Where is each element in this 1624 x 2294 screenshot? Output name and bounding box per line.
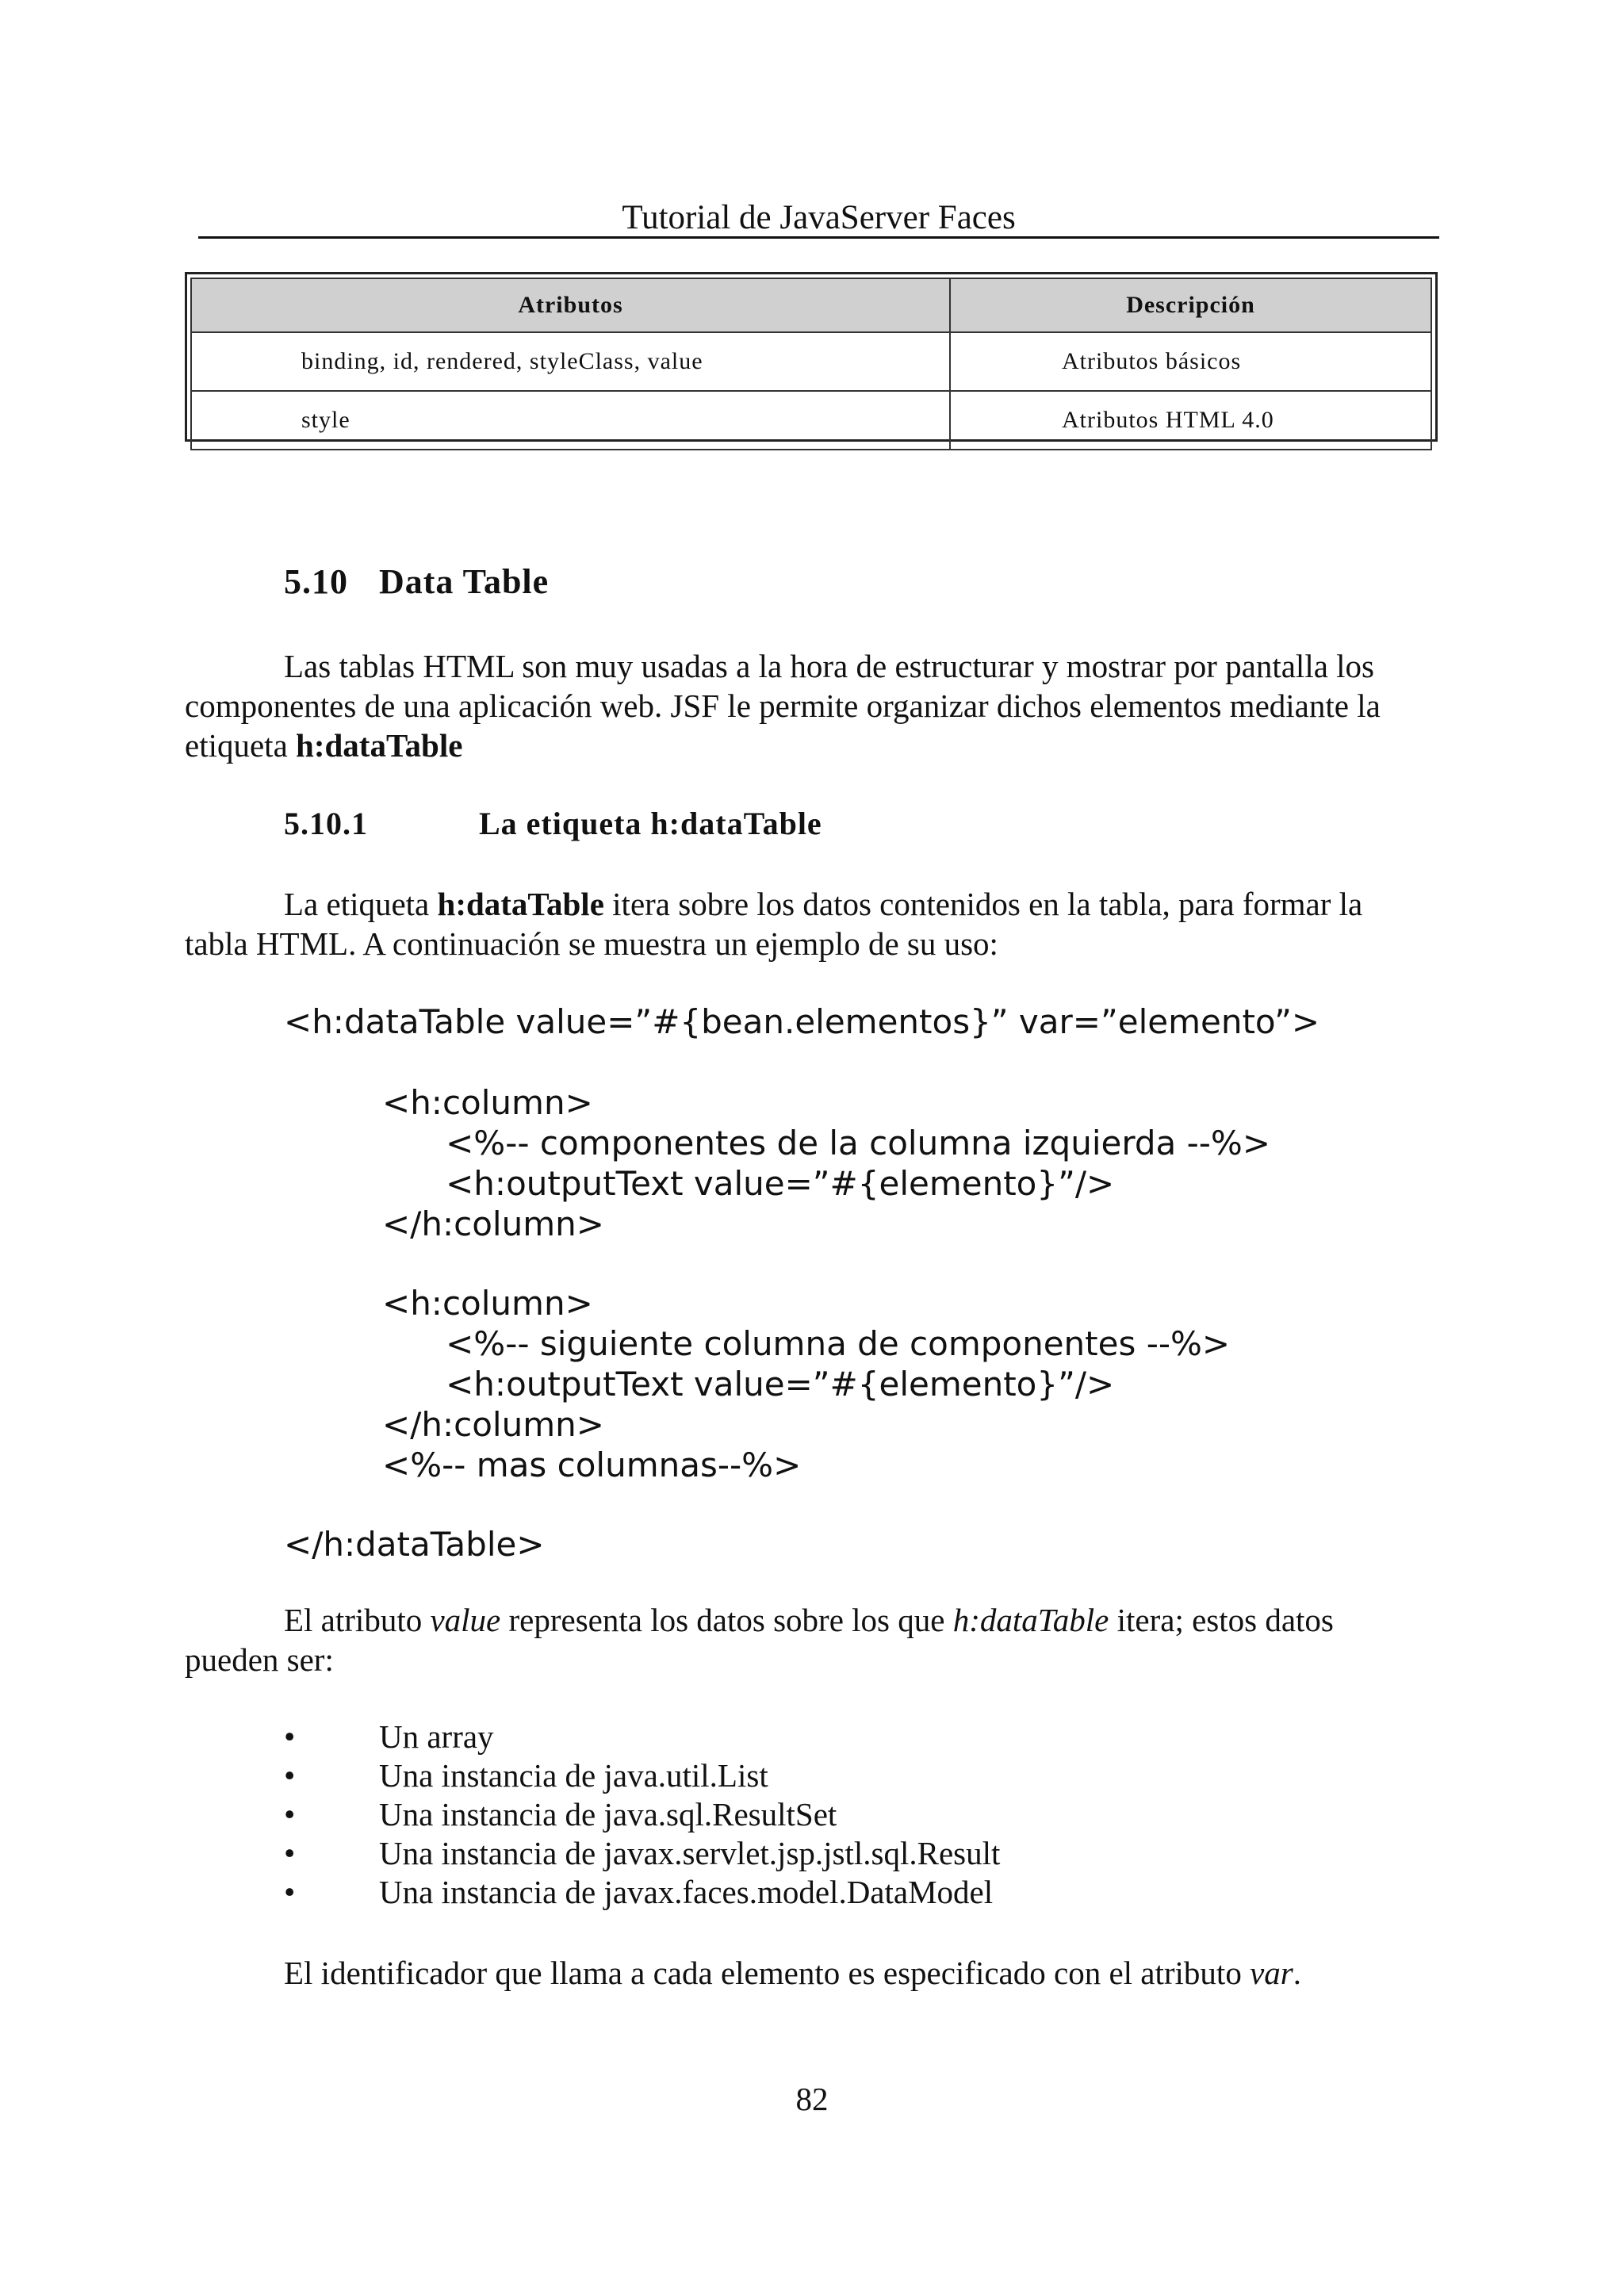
section-title: Data Table (379, 562, 550, 601)
code-line: </h:column> (382, 1405, 604, 1444)
code-line-open: <h:dataTable value=”#{bean.elementos}” var=”elemento”> (284, 1002, 1320, 1041)
intro-text: Las tablas HTML son muy usadas a la hora de estructurar y mostrar por pantalla los componentes de una aplicación web. JSF le permite organizar dichos elementos mediante la etiqueta (185, 648, 1381, 764)
var-end: . (1293, 1955, 1301, 1991)
section-number: 5.10 (284, 562, 348, 601)
var-italic: var (1250, 1955, 1293, 1991)
table-header-row (191, 278, 1431, 332)
column-header-atributos: Atributos (191, 278, 950, 332)
code-line-close: </h:dataTable> (284, 1525, 545, 1564)
usage-text-before: La etiqueta (284, 886, 438, 922)
code-block-column-1 (382, 1082, 1270, 1244)
intro-paragraph (185, 646, 1422, 765)
value-text-3: itera; estos datos pueden ser: (185, 1602, 1334, 1678)
code-line: <%-- mas columnas--%> (382, 1446, 802, 1484)
value-text-1: El atributo (284, 1602, 431, 1638)
list-item-text: Una instancia de javax.faces.model.DataModel (379, 1874, 994, 1910)
table-row (191, 332, 1431, 391)
value-italic-1: value (430, 1602, 501, 1638)
intro-tag: h:dataTable (296, 727, 463, 764)
list-item-text: Un array (379, 1718, 494, 1755)
code-line: </h:column> (382, 1204, 604, 1243)
column-header-descripcion: Descripción (950, 278, 1431, 332)
subsection-title: La etiqueta h:dataTable (479, 806, 822, 841)
value-italic-2: h:dataTable (952, 1602, 1109, 1638)
value-paragraph (185, 1600, 1422, 1679)
code-line: <h:column> (382, 1284, 593, 1323)
running-header: Tutorial de JavaServer Faces (622, 199, 1016, 236)
usage-tag: h:dataTable (437, 886, 604, 922)
list-item-text: Una instancia de java.sql.ResultSet (379, 1796, 837, 1833)
usage-text-after: itera sobre los datos contenidos en la tabla, para formar la tabla HTML. A continuación se muestra un ejemplo de su uso: (185, 886, 1363, 962)
header-rule (198, 236, 1439, 239)
value-text-2: representa los datos sobre los que (500, 1602, 953, 1638)
code-line: <h:outputText value=”#{elemento}”/> (382, 1365, 1115, 1404)
table-cell: Atributos básicos (950, 332, 1431, 391)
list-item-text: Una instancia de javax.servlet.jsp.jstl.sql.Result (379, 1835, 1001, 1871)
table-row (191, 391, 1431, 450)
bullet-marker: • (284, 1757, 296, 1794)
bullet-marker: • (284, 1718, 296, 1755)
list-item-text: Una instancia de java.util.List (379, 1757, 768, 1794)
code-line: <%-- componentes de la columna izquierda --%> (382, 1124, 1271, 1162)
code-line: <h:outputText value=”#{elemento}”/> (382, 1164, 1115, 1203)
code-line: <%-- siguiente columna de componentes --%> (382, 1324, 1231, 1363)
section-heading (284, 561, 549, 602)
usage-paragraph (185, 884, 1422, 963)
attributes-table (185, 272, 1438, 442)
code-line: <h:column> (382, 1083, 593, 1122)
code-block-column-2 (382, 1283, 1230, 1485)
table-cell: binding, id, rendered, styleClass, value (191, 332, 950, 391)
table-cell: Atributos HTML 4.0 (950, 391, 1431, 450)
var-paragraph (185, 1953, 1422, 1993)
subsection-number: 5.10.1 (284, 806, 368, 841)
table-cell: style (191, 391, 950, 450)
bullet-marker: • (284, 1835, 296, 1871)
bullet-marker: • (284, 1874, 296, 1910)
page-number: 82 (795, 2081, 829, 2117)
subsection-heading (284, 805, 822, 842)
var-text: El identificador que llama a cada elemento es especificado con el atributo (284, 1955, 1251, 1991)
bullet-marker: • (284, 1796, 296, 1833)
